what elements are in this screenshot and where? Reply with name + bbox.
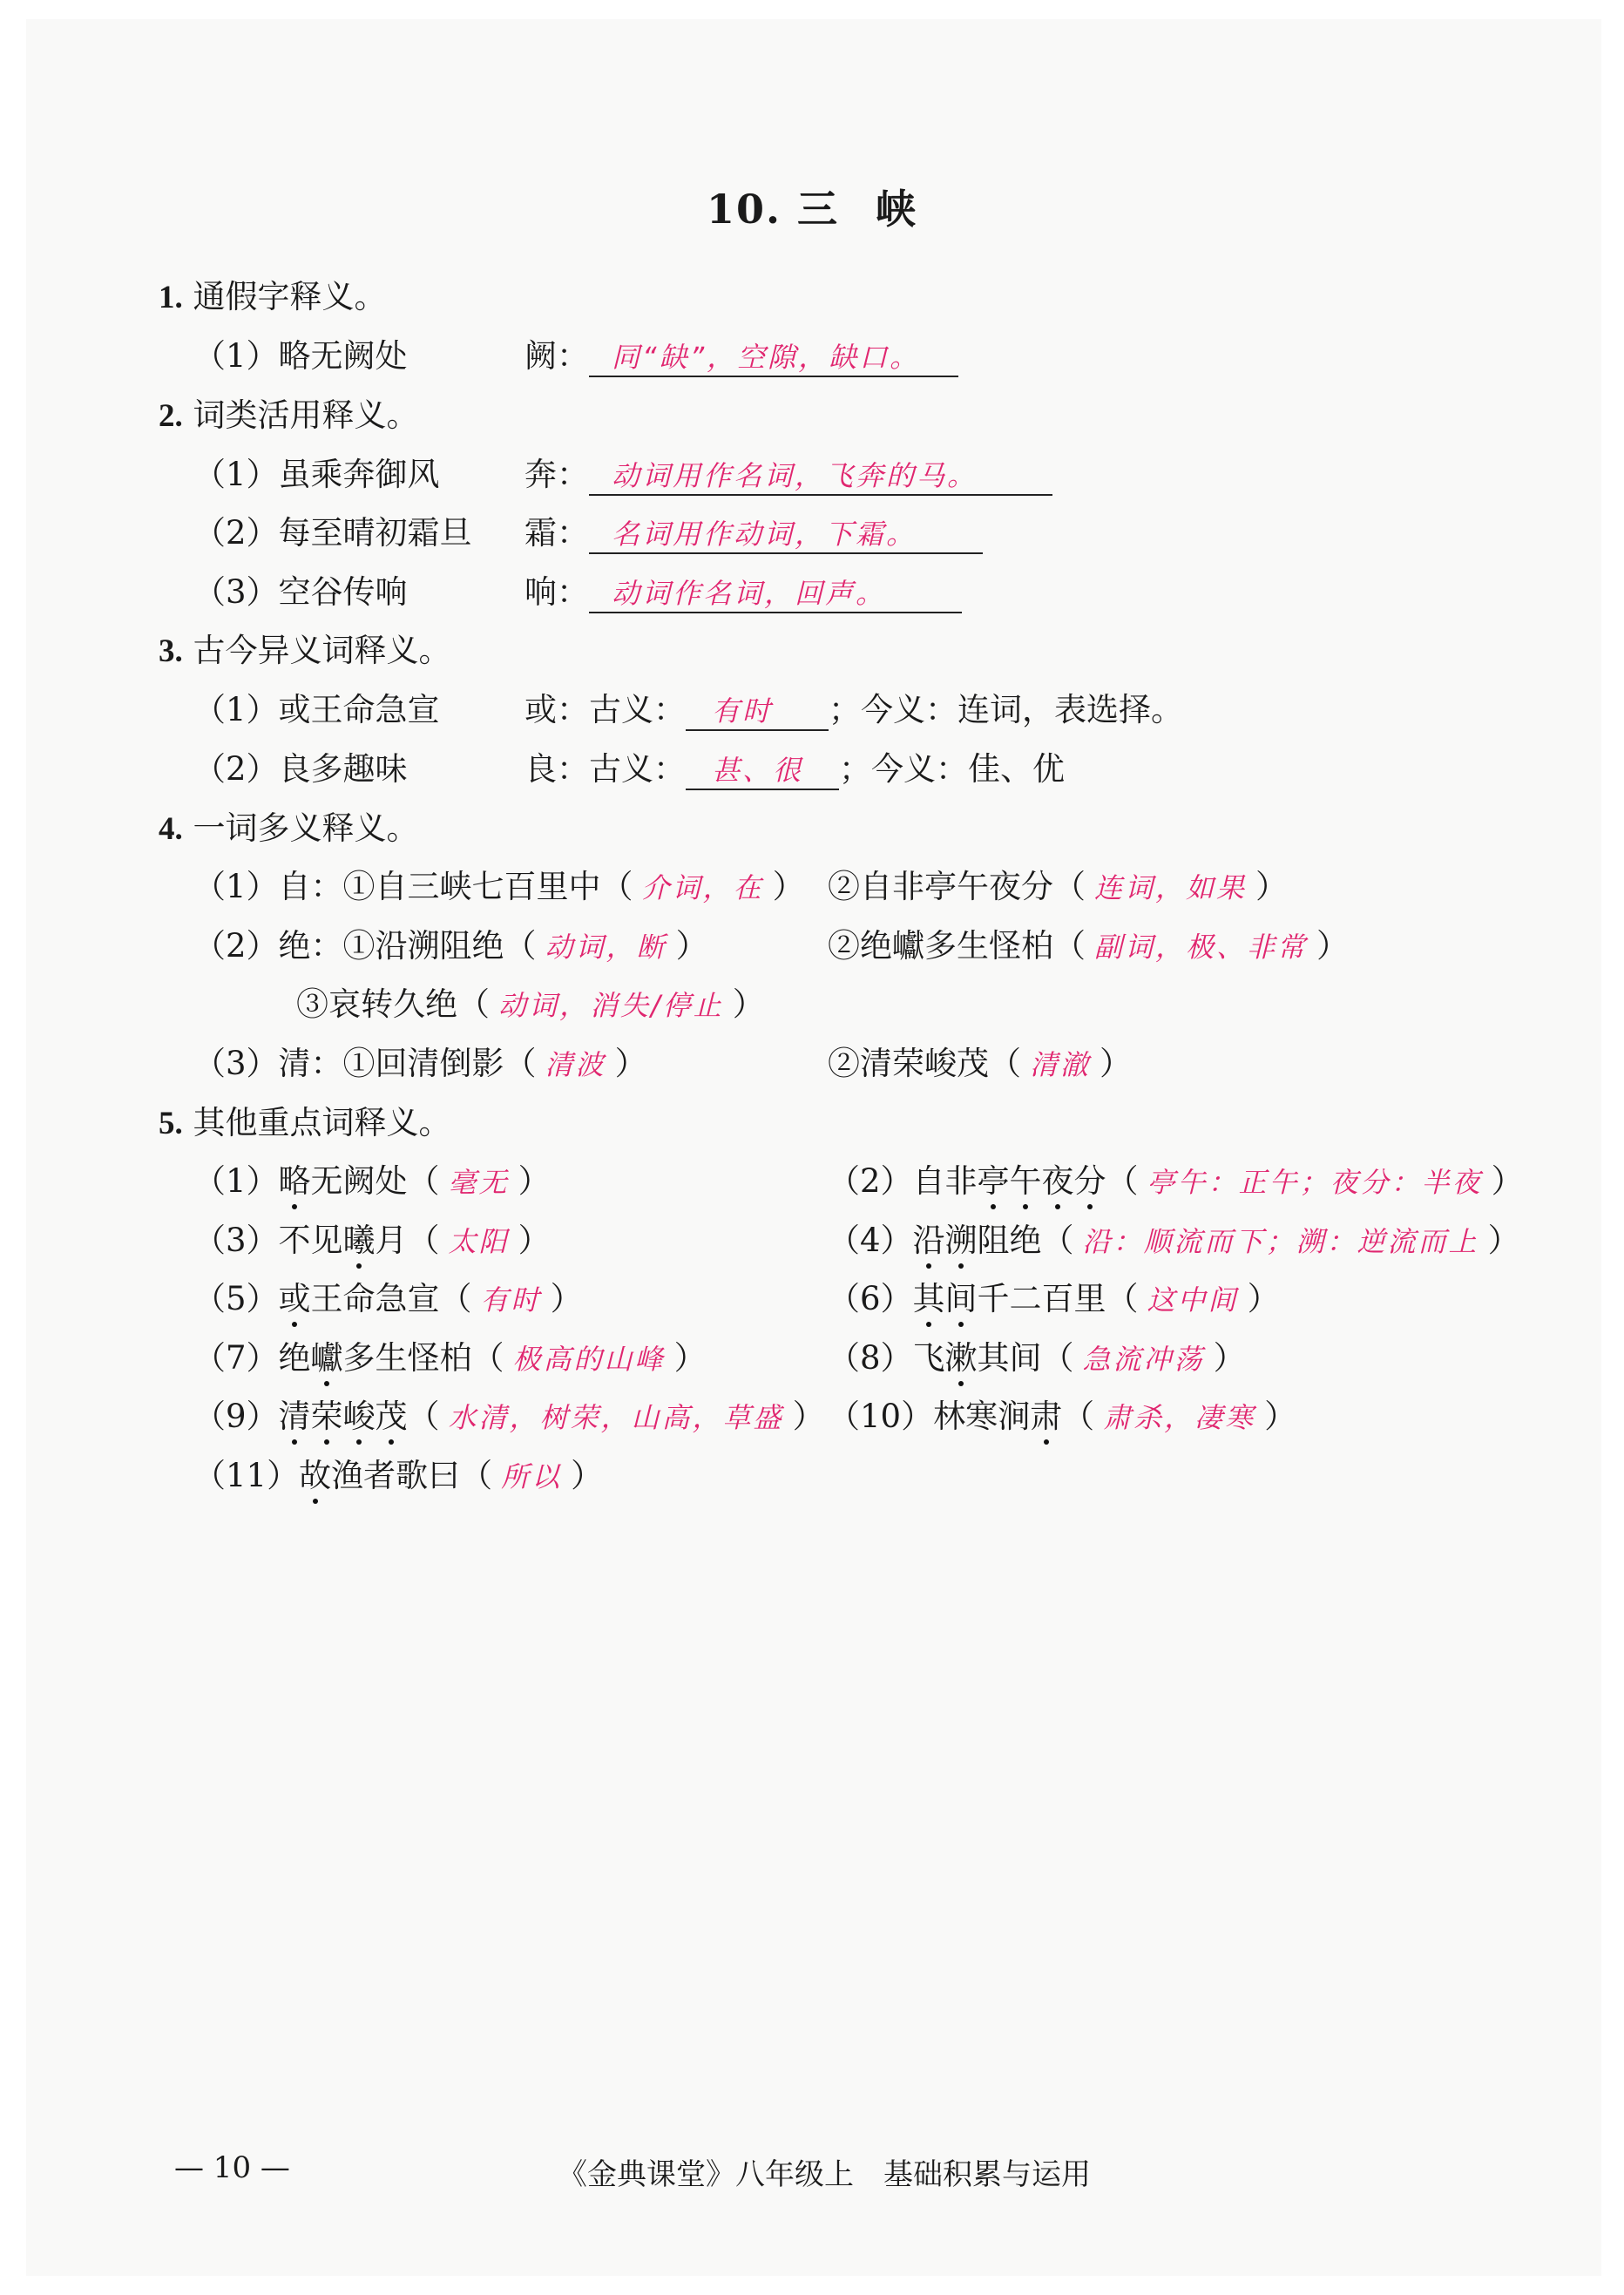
s4-row4-right: ②清荣峻茂（ 清澈 ） xyxy=(828,1045,1133,1082)
answer: 清澈 xyxy=(1030,1048,1092,1081)
answer: 所以 xyxy=(501,1460,563,1493)
answer: 同“缺”，空隙，缺口。 xyxy=(612,341,921,374)
s5-item-11: （11）故渔者歌曰（ 所以 ） xyxy=(193,1457,604,1494)
s3-a2-row: 良：古义： 甚、很 ；今义：佳、优 xyxy=(524,753,1065,790)
answer: 清波 xyxy=(545,1048,606,1081)
answer: 沿：顺流而下；溯：逆流而上 xyxy=(1082,1225,1479,1258)
s4-row4-left: （3）清：①回清倒影（ 清波 ） xyxy=(193,1045,647,1082)
page-number: — 10 — xyxy=(174,2150,290,2185)
s2-q1: （1）虽乘奔御风 xyxy=(193,456,440,493)
s5-item-8: （8）飞漱其间（ 急流冲荡 ） xyxy=(828,1339,1246,1377)
s5-item-7: （7）绝巘多生怪柏（ 极高的山峰 ） xyxy=(193,1339,707,1377)
answer: 太阳 xyxy=(448,1225,510,1258)
page-title: 10. 三 峡 xyxy=(706,186,918,233)
answer: 水清，树荣，山高，草盛 xyxy=(448,1401,784,1434)
s5-item-1: （1）略无阙处（ 毫无 ） xyxy=(193,1162,551,1200)
section-4-heading: 4. 一词多义释义。 xyxy=(159,809,419,847)
s5-item-4: （4）沿溯阻绝（ 沿：顺流而下；溯：逆流而上 ） xyxy=(828,1222,1520,1259)
s4-row1-right: ②自非亭午夜分（ 连词，如果 ） xyxy=(828,868,1289,905)
answer: 亭午：正午；夜分：半夜 xyxy=(1147,1166,1483,1199)
s4-row2-left: （2）绝：①沿溯阻绝（ 动词，断 ） xyxy=(193,927,708,965)
answer: 极高的山峰 xyxy=(512,1343,666,1376)
s2-a2-row: 霜： 名词用作动词，下霜。 xyxy=(524,517,983,554)
answer: 有时 xyxy=(480,1283,542,1317)
s5-item-10: （10）林寒涧肃（ 肃杀，凄寒 ） xyxy=(828,1398,1297,1435)
s2-q3: （3）空谷传响 xyxy=(193,573,408,611)
answer: 名词用作动词，下霜。 xyxy=(612,518,917,551)
s5-item-6: （6）其间千二百里（ 这中间 ） xyxy=(828,1280,1280,1317)
answer: 动词作名词，回声。 xyxy=(612,577,887,610)
section-2-heading: 2. 词类活用释义。 xyxy=(159,396,419,434)
answer: 有时 xyxy=(712,694,774,728)
answer: 肃杀，凄寒 xyxy=(1103,1401,1256,1434)
answer: 急流冲荡 xyxy=(1082,1343,1205,1376)
answer: 甚、很 xyxy=(712,754,804,787)
s4-row1-left: （1）自：①自三峡七百里中（ 介词，在 ） xyxy=(193,868,805,905)
s5-item-3: （3）不见曦月（ 太阳 ） xyxy=(193,1222,551,1259)
answer: 动词，消失/停止 xyxy=(498,989,724,1022)
s5-item-5: （5）或王命急宣（ 有时 ） xyxy=(193,1280,583,1317)
answer: 副词，极、非常 xyxy=(1094,931,1309,964)
s3-q2: （2）良多趣味 xyxy=(193,750,408,788)
section-3-heading: 3. 古今异义词释义。 xyxy=(159,632,451,669)
s2-a1-row: 奔： 动词用作名词，飞奔的马。 xyxy=(524,458,1052,496)
answer: 这中间 xyxy=(1147,1283,1239,1317)
answer: 动词，断 xyxy=(545,931,667,964)
s2-a3-row: 响： 动词作名词，回声。 xyxy=(524,576,962,613)
section-5-heading: 5. 其他重点词释义。 xyxy=(159,1104,451,1141)
book-title: 《金典课堂》八年级上 基础积累与运用 xyxy=(558,2157,1091,2192)
answer: 连词，如果 xyxy=(1094,871,1248,904)
s3-q1: （1）或王命急宣 xyxy=(193,691,440,728)
answer: 毫无 xyxy=(448,1166,510,1199)
s4-row2-right: ②绝巘多生怪柏（ 副词，极、非常 ） xyxy=(828,927,1350,965)
s4-row3: ③哀转久绝（ 动词，消失/停止 ） xyxy=(296,985,765,1023)
s1-a1-row: 阙： 同“缺”，空隙，缺口。 xyxy=(524,340,958,377)
s5-item-9: （9）清荣峻茂（ 水清，树荣，山高，草盛 ） xyxy=(193,1398,825,1435)
s5-item-2: （2）自非亭午夜分（ 亭午：正午；夜分：半夜 ） xyxy=(828,1162,1524,1200)
section-1-heading: 1. 通假字释义。 xyxy=(159,278,387,315)
answer: 介词，在 xyxy=(641,871,764,904)
s3-a1-row: 或：古义： 有时 ；今义：连词，表选择。 xyxy=(524,694,1183,731)
s1-q1: （1）略无阙处 xyxy=(193,337,408,375)
answer: 动词用作名词，飞奔的马。 xyxy=(612,459,978,492)
s2-q2: （2）每至晴初霜旦 xyxy=(193,514,472,552)
